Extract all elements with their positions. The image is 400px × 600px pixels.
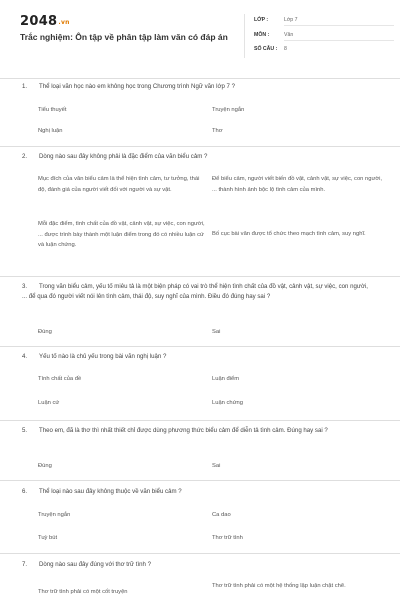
header-divider [244,14,245,58]
question-text: Dòng nào sau đây đúng với thơ trữ tình ? [39,561,152,568]
question-divider [0,346,400,347]
answer-option[interactable]: Sai [212,463,221,469]
question-divider [0,553,400,554]
answer-option[interactable]: Tuỳ bút [38,535,58,541]
answer-option[interactable]: Nghị luận [38,128,63,134]
meta-divider [284,40,394,41]
answer-option[interactable]: Thơ trữ tình phải có một cốt truyện [38,589,128,595]
question-divider [0,276,400,277]
answer-option[interactable]: Mục đích của văn biểu cảm là thể hiện tình cảm, tư tưởng, thái độ, đánh giá của người viết đối với người và sự vật. [38,176,200,193]
answer-option[interactable]: Luận cứ [38,400,60,406]
meta-subject-key: MÔN : [254,32,270,38]
question-7 [22,560,372,570]
meta-divider [284,25,394,26]
answer-option[interactable]: Truyện ngắn [38,512,71,518]
answer-option[interactable]: Thơ trữ tình [212,535,243,541]
question-text: Trong văn biểu cảm, yếu tố miêu tả là một biện pháp có vai trò thể hiện tình chất của đồ vật, cảnh vật, sự việc, con người, ... để qua đó người viết nói lên tình cảm, thái độ, suy nghĩ của mình. Điều đó đúng hay sai ? [22,283,368,300]
page-header [0,0,400,70]
question-divider [0,420,400,421]
question-text: Thể loại văn học nào em không học trong Chương trình Ngữ văn lớp 7 ? [39,83,236,90]
question-number: 7. [22,561,28,568]
question-number: 6. [22,488,28,495]
meta-count-value: 8 [284,46,287,52]
logo-tld: .vn [58,19,70,26]
answer-option[interactable]: Sai [212,329,221,335]
logo-text: 2048 [20,14,58,29]
question-number: 4. [22,353,28,360]
answer-option[interactable]: Đúng [38,463,52,469]
page-title: Trắc nghiệm: Ôn tập về phân tập làm văn có đáp án [20,32,228,42]
question-6 [22,487,372,497]
meta-subject-value: Văn [284,32,294,38]
question-divider [0,78,400,79]
question-5 [22,426,372,436]
question-divider [0,480,400,481]
meta-grade-key: LỚP : [254,17,269,23]
site-logo[interactable] [20,14,70,29]
question-number: 1. [22,83,28,90]
question-text: Theo em, đã là thơ thì nhất thiết chỉ được dùng phương thức biểu cảm để diễn tả tình cảm. Đúng hay sai ? [39,427,328,434]
answer-option[interactable]: Luận chứng [212,400,243,406]
answer-option[interactable]: Thơ [212,128,223,134]
question-1 [22,82,372,92]
answer-option[interactable]: Tính chất của đề [38,376,82,382]
meta-grade-value: Lớp 7 [284,17,298,23]
answer-option[interactable]: Mỗi đặc điểm, tình chất của đồ vật, cảnh vật, sự việc, con người, ... được trình bày thành một luận điểm trong đó có nhiều luận cứ và luận chứng. [38,221,205,248]
answer-option[interactable]: Luận điểm [212,376,240,382]
meta-count-key: SỐ CÂU : [254,46,278,52]
question-4 [22,352,372,362]
answer-option[interactable]: Truyện ngắn [212,107,245,113]
question-divider [0,146,400,147]
answer-option[interactable]: Ca dao [212,512,231,518]
question-3 [22,282,372,302]
question-text: Dòng nào sau đây không phải là đặc điểm của văn biểu cảm ? [39,153,208,160]
answer-option[interactable]: Tiểu thuyết [38,107,67,113]
question-number: 3. [22,283,28,290]
answer-option[interactable]: Thơ trữ tình phải có một hệ thống lập luận chặt chẽ. [212,583,346,589]
answer-option[interactable]: Đúng [38,329,52,335]
question-2 [22,152,372,162]
question-number: 2. [22,153,28,160]
question-text: Yếu tố nào là chủ yếu trong bài văn nghị luận ? [39,353,167,360]
question-number: 5. [22,427,28,434]
question-text: Thể loại nào sau đây không thuộc về văn biểu cảm ? [39,488,182,495]
answer-option[interactable]: Để biểu cảm, người viết biến đồ vật, cảnh vật, sự việc, con người, ... thành hình ảnh bộc lộ tình cảm của mình. [212,176,383,193]
answer-option[interactable]: Bố cục bài văn được tổ chức theo mạch tình cảm, suy nghĩ. [212,231,366,237]
